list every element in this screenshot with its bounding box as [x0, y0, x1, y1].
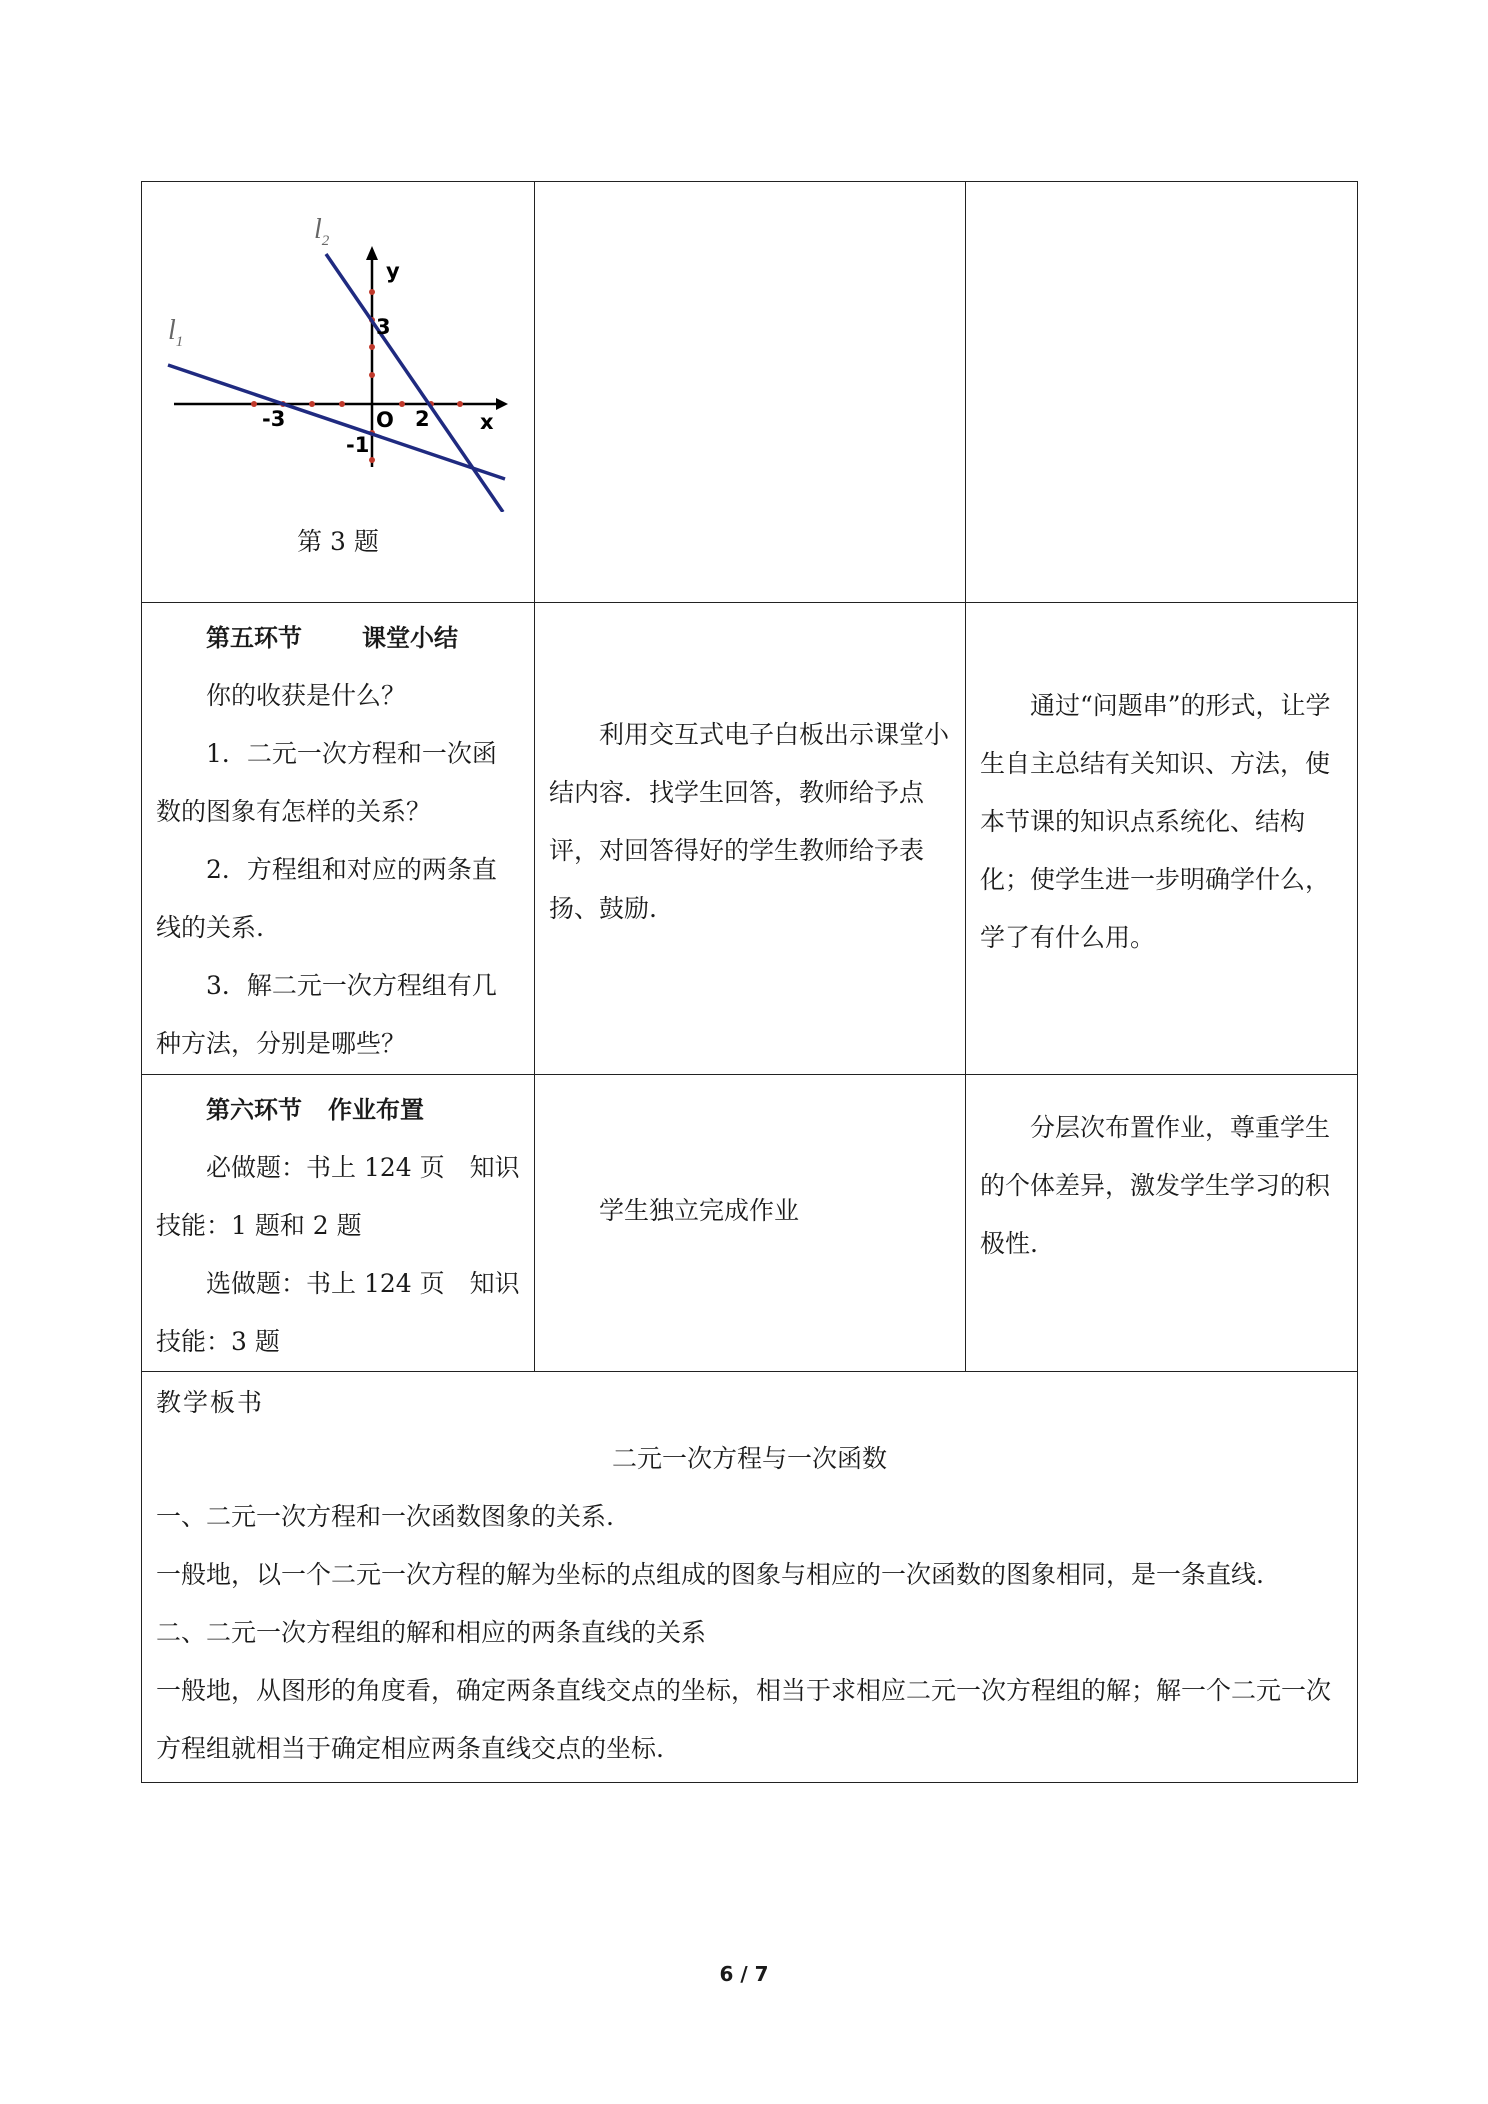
question-3: 3．解二元一次方程组有几种方法，分别是哪些？	[156, 971, 497, 1058]
board-line-4: 一般地，从图形的角度看，确定两条直线交点的坐标，相当于求相应二元一次方程组的解；解一个二元一次方程组就相当于确定相应两条直线交点的坐标.	[156, 1676, 1332, 1763]
coordinate-figure	[142, 182, 535, 512]
l1-label: $l_1$	[168, 315, 184, 350]
page-number: 6 / 7	[719, 1962, 769, 1986]
question-0: 你的收获是什么？	[206, 681, 407, 710]
homework-purpose-cell	[966, 1075, 1358, 1372]
section-heading: 第五环节 课堂小结	[206, 624, 458, 652]
x-axis-label: x	[480, 410, 494, 434]
tick-label-2: 2	[415, 407, 430, 431]
y-axis-arrow	[366, 246, 378, 260]
blackboard-cell	[142, 1372, 1358, 1783]
section-heading: 第六环节 作业布置	[206, 1096, 424, 1124]
board-line-1: 一、二元一次方程和一次函数图象的关系.	[156, 1502, 614, 1531]
line-l2	[326, 254, 503, 512]
optional-homework: 选做题：书上 124 页 知识技能：3 题	[156, 1269, 520, 1356]
l2-label: $l_2$	[314, 214, 330, 249]
tick-label-m1: -1	[346, 433, 370, 457]
question-1: 1．二元一次方程和一次函数的图象有怎样的关系？	[156, 739, 497, 826]
empty-cell	[966, 182, 1358, 603]
homework-purpose-text: 分层次布置作业，尊重学生的个体差异，激发学生学习的积极性.	[980, 1113, 1331, 1258]
design-purpose-cell	[966, 603, 1358, 1075]
board-line-3: 二、二元一次方程组的解和相应的两条直线的关系	[156, 1618, 707, 1647]
student-activity-text: 学生独立完成作业	[599, 1196, 800, 1225]
y-axis-label: y	[386, 259, 400, 283]
figure-caption: 第 3 题	[297, 527, 379, 556]
figure-cell	[142, 182, 535, 603]
teacher-activity-cell	[535, 603, 966, 1075]
board-header: 教学板书	[156, 1388, 265, 1417]
board-title: 二元一次方程与一次函数	[611, 1444, 887, 1473]
homework-cell	[142, 1075, 535, 1372]
tick-label-m3: -3	[262, 407, 286, 431]
board-line-2: 一般地，以一个二元一次方程的解为坐标的点组成的图象与相应的一次函数的图象相同，是一条直线.	[156, 1560, 1264, 1589]
line-l1	[168, 365, 505, 479]
teacher-activity-text: 利用交互式电子白板出示课堂小结内容．找学生回答，教师给予点评，对回答得好的学生教师给予表扬、鼓励.	[549, 719, 950, 923]
activity-summary-cell	[142, 603, 535, 1075]
x-axis-arrow	[496, 398, 508, 410]
lesson-table	[141, 181, 1358, 1783]
origin-label: O	[376, 408, 394, 432]
empty-cell	[535, 182, 966, 603]
tick-label-3: 3	[376, 315, 391, 339]
question-2: 2．方程组和对应的两条直线的关系.	[156, 855, 497, 942]
required-homework: 必做题：书上 124 页 知识技能：1 题和 2 题	[156, 1153, 520, 1240]
design-purpose-text: 通过“问题串”的形式，让学生自主总结有关知识、方法，使本节课的知识点系统化、结构化；使学生进一步明确学什么，学了有什么用。	[980, 690, 1331, 952]
student-activity-cell	[535, 1075, 966, 1372]
